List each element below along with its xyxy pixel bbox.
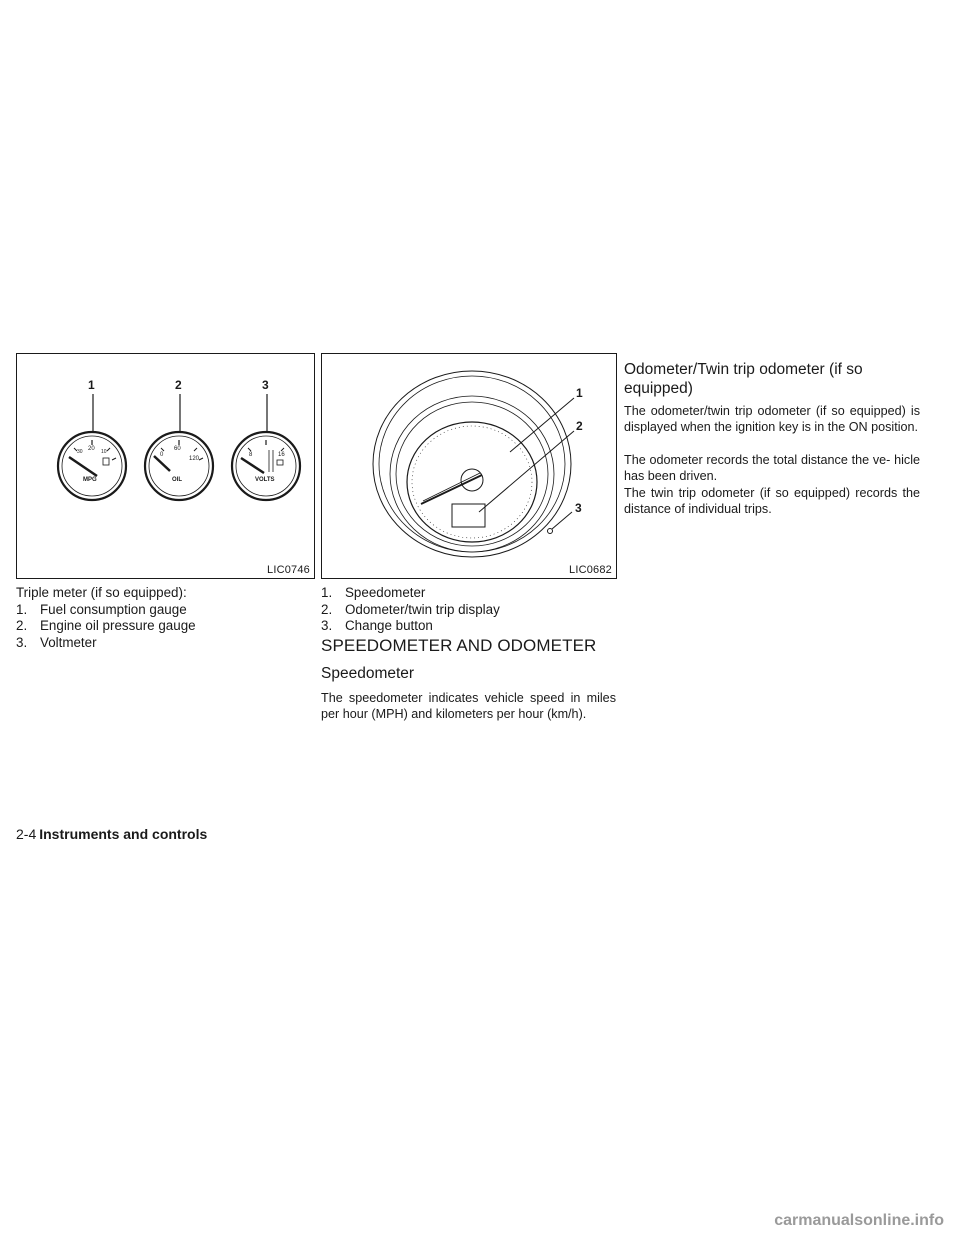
triple-meter-caption <box>16 585 196 651</box>
list-item: 2. Odometer/twin trip display <box>321 601 500 617</box>
oil-pressure-gauge <box>145 432 213 500</box>
gauge-label-volts: VOLTS <box>255 477 275 483</box>
callout-1: 1 <box>576 386 583 400</box>
odometer-paragraph: The twin trip odometer (if so equipped) records the distance of individual trips. <box>624 486 920 516</box>
odometer-paragraph: The odometer/twin trip odometer (if so equipped) is displayed when the ignition key is in the ON position. <box>624 404 920 434</box>
page-footer <box>16 826 207 842</box>
callout-3: 3 <box>575 501 582 515</box>
mpg-tick-20: 20 <box>88 446 95 452</box>
odometer-paragraph: The odometer records the total distance the ve- hicle has been driven. <box>624 453 920 483</box>
callout-2: 2 <box>576 419 583 433</box>
figure-code: LIC0682 <box>569 564 612 576</box>
speedometer-caption <box>321 585 500 635</box>
gauge-label-oil: OIL <box>172 477 182 483</box>
caption-title: Triple meter (if so equipped): <box>16 585 187 600</box>
mpg-tick-30: 30 <box>77 449 83 455</box>
callout-2: 2 <box>175 378 182 392</box>
mpg-tick-10: 10 <box>101 449 107 455</box>
callout-1: 1 <box>88 378 95 392</box>
list-item: 3. Change button <box>321 618 433 633</box>
oil-tick-0: 0 <box>160 452 164 458</box>
list-item: 1. Speedometer <box>321 585 426 600</box>
watermark: carmanualsonline.info <box>774 1212 944 1229</box>
fuel-consumption-gauge <box>58 432 126 500</box>
oil-tick-120: 120 <box>189 456 200 462</box>
list-item: 1. Fuel consumption gauge <box>16 601 187 617</box>
volts-tick-16: 16 <box>278 452 285 458</box>
sub-heading: Speedometer <box>321 665 415 682</box>
oil-tick-60: 60 <box>174 446 181 452</box>
list-item: 2. Engine oil pressure gauge <box>16 618 196 633</box>
volts-tick-8: 8 <box>249 452 253 458</box>
speedometer-paragraph: The speedometer indicates vehicle speed in miles per hour (MPH) and kilometers per hour (km/h). <box>321 691 616 721</box>
figure-code: LIC0746 <box>267 564 310 576</box>
footer-section-title: Instruments and controls <box>39 826 208 842</box>
gauge-label-mpg: MPG <box>83 477 97 483</box>
odometer-heading: Odometer/Twin trip odometer (if so equipped) <box>624 361 863 397</box>
list-item: 3. Voltmeter <box>16 634 97 650</box>
callout-3: 3 <box>262 378 269 392</box>
page-number: 2-4 <box>16 826 37 842</box>
triple-meter-illustration <box>17 354 314 578</box>
section-heading: SPEEDOMETER AND ODOMETER <box>321 636 597 655</box>
voltmeter-gauge <box>232 432 300 500</box>
speedometer-illustration <box>322 354 616 578</box>
triple-meter-figure <box>16 353 315 579</box>
speedometer-figure <box>321 353 617 579</box>
